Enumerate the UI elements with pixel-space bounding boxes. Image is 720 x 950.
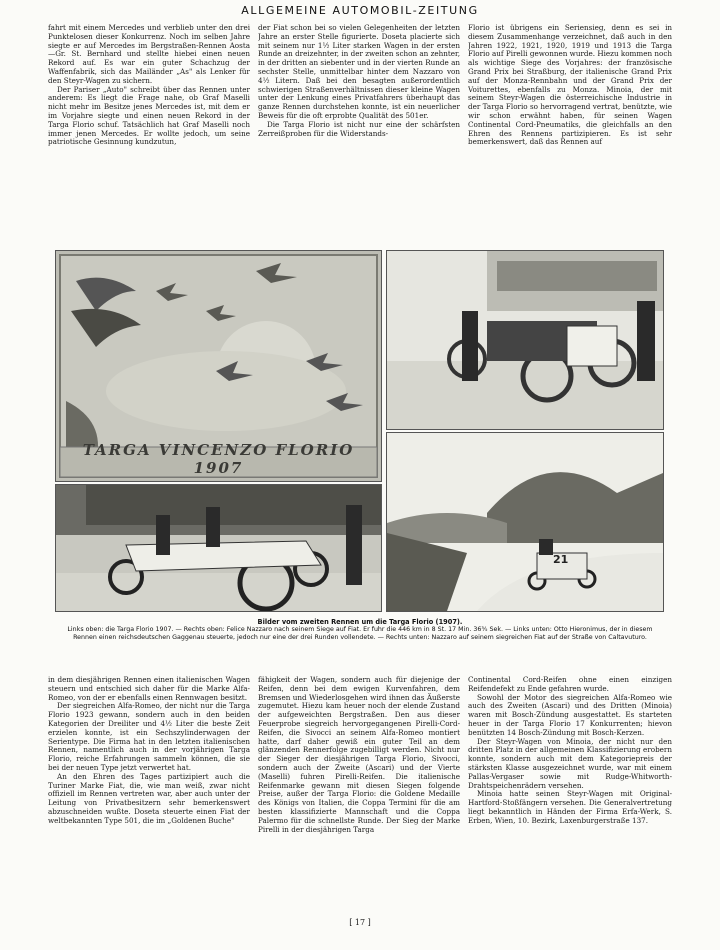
caption-text: Links oben: die Targa Florio 1907. — Rechts oben: Felice Nazzaro nach seinem Siege auf Fiat. Er fuhr die 446 km in 8 St. 17 Min. 36⅗ Sek. — Links unten: Otto Hieronimus, der in diesem Rennen einen reichsdeutschen Gaggenau steuerte, jedoch nur eine der drei Runden vollendete. — Rechts unten: Nazzaro auf seinem siegreichen Fiat auf der Straße von Caltavuturo.	[67, 626, 653, 641]
photo-hieronimus	[55, 484, 382, 612]
gaggenau-car-image	[56, 485, 381, 611]
paragraph: Die Targa Florio ist nicht nur eine der schärfsten Zerreißproben für die Widerstands-	[258, 119, 460, 138]
photo-nazzaro-victory	[386, 250, 664, 430]
paragraph: Der Pariser „Auto" schreibt über das Rennen unter anderem: Es liegt die Frage nahe, ob Graf Maselli nicht mehr im Besitze jenes Mercedes ist, mit dem er im Vorjahre siegte und einen neuen Rekord in der Targa Florio schuf. Tatsächlich hat Graf Maselli noch immer jenen Mercedes. Er wollte jedoch, um seine patriotische Gesinnung kundzutun,	[48, 84, 250, 147]
page-number: [ 17 ]	[349, 918, 371, 927]
bottom-column-3	[468, 676, 672, 906]
paragraph: Florio ist übrigens ein Seriensieg, denn es sei in diesem Zusammenhange verzeichnet, daß auch in den Jahren 1922, 1921, 1920, 1919 und 1913 die Targa Florio auf Pirelli gewonnen wurde. Hiezu kommen noch als wichtige Siege des Vorjahres: der französische Grand Prix bei Straßburg, der italienische Grand Prix auf der Monza-Rennbahn und der Grand Prix der Voiturettes, ebenfalls zu Monza. Minoia, der mit seinem Steyr-Wagen die österreichische Industrie in der Targa Florio so hervorragend vertrat, benützte, wie wir schon erwähnt haben, für seinen Wagen Continental Cord-Pneumatiks, die gleichfalls an den Ehren des Rennens partizipieren. Es ist sehr bemerkenswert, daß das Rennen auf	[468, 24, 672, 147]
paragraph: in dem diesjährigen Rennen einen italienischen Wagen steuern und entschied sich daher für die Marke Alfa-Romeo, von der er ebenfalls einen Rennwagen besitzt.	[48, 676, 250, 702]
photo-caltavuturo	[386, 432, 664, 612]
top-column-2	[258, 24, 460, 232]
paragraph: fähigkeit der Wagen, sondern auch für diejenige der Reifen, denn bei dem ewigen Kurvenfahren, dem Bremsen und Wiederlosgehen wird ihnen das Äußerste zugemutet. Hiezu kam heuer noch der elende Zustand der aufgeweichten Bergstraßen. Den aus dieser Feuerprobe siegreich hervorgegangenen Pirelli-Cord-Reifen, die Sivocci an seinem Alfa-Romeo montiert hatte, darf daher gewiß ein guter Teil an dem glänzenden Rennerfolge zugebilligt werden. Nicht nur der Sieger der diesjährigen Targa Florio, Sivocci, sondern auch der Zweite (Ascari) und der Vierte (Maselli) fuhren Pirelli-Reifen. Die italienische Reifenmarke gewann mit diesen Siegen folgende Preise, außer der Targa Florio: die Goldene Medaille des Königs von Italien, die Coppa Termini für die am besten klassifizierte Mannschaft und die Coppa Palermo für die schnellste Runde. Der Sieg der Marke Pirelli in der diesjährigen Targa	[258, 676, 460, 834]
caption-title: Bilder vom zweiten Rennen um die Targa Florio (1907).	[257, 618, 463, 626]
paragraph: Continental Cord-Reifen ohne einen einzigen Reifendefekt zu Ende gefahren wurde.	[468, 676, 672, 693]
paragraph: Sowohl der Motor des siegreichen Alfa-Romeo wie auch des Zweiten (Ascari) und des Dritten (Minoia) waren mit Bosch-Zündung ausgestattet. Es starteten heuer in der Targa Florio 17 Konkurrenten; hievon benützten 14 Bosch-Zündung mit Bosch-Kerzen.	[468, 692, 672, 737]
paragraph: Der siegreichen Alfa-Romeo, der nicht nur die Targa Florio 1923 gewann, sondern auch in den beiden Kategorien der Dreiliter und 4½ Liter die beste Zeit erzielen konnte, ist ein Sechszylinderwagen der Serientype. Die Firma hat in den letzten italienischen Rennen, namentlich auch in der vorjährigen Targa Florio, reiche Erfahrungen sammeln können, die sie bei der neuen Type jetzt verwertet hat.	[48, 701, 250, 772]
car-number: 21	[553, 553, 569, 566]
mountain-road-image	[387, 433, 663, 611]
paragraph: fahrt mit einem Mercedes und verblieb unter den drei Punktelosen dieser Konkurrenz. Noch im selben Jahre siegte er auf Mercedes im Bergstraßen-Rennen Aosta—Gr. St. Bernhard und stellte hiebei einen neuen Rekord auf. Es war ein guter Schachzug der Waffenfabrik, sich das Mailänder „As" als Lenker für den Steyr-Wagen zu sichern.	[48, 24, 250, 85]
photo-plaque	[55, 250, 382, 482]
figure-caption	[55, 618, 665, 642]
paragraph: Minoia hatte seinen Steyr-Wagen mit Original-Hartford-Stoßfängern versehen. Die Generalvertretung liegt bekanntlich in Händen der Firma Erfa-Werk, S. Erben, Wien, 10. Bezirk, Laxenburgerstraße 137.	[468, 789, 672, 825]
bottom-column-1	[48, 676, 250, 906]
top-column-3	[468, 24, 672, 232]
paragraph: An den Ehren des Tages partizipiert auch die Turiner Marke Fiat, die, wie man weiß, zwar nicht offiziell im Rennen vertreten war, aber auch unter der Leitung von Privatbesitzern sehr bemerkenswert abzuschneiden wußte. Doseta steuerte einen Fiat der weltbekannten Type 501, die im „Goldenen Buche"	[48, 771, 250, 825]
paragraph: Der Steyr-Wagen von Minoia, der nicht nur den dritten Platz in der allgemeinen Klassifizierung erobern konnte, sondern auch mit dem Kategoriepreis der stärksten Klasse ausgezeichnet wurde, war mit einem Pallas-Vergaser sowie mit Rudge-Whitworth-Drahtspeichenrädern versehen.	[468, 736, 672, 790]
plaque-inscription: TARGA VINCENZO FLORIO 1907	[82, 441, 355, 477]
page-header: ALLGEMEINE AUTOMOBIL-ZEITUNG	[241, 4, 479, 17]
bottom-column-2	[258, 676, 460, 906]
paragraph: der Fiat schon bei so vielen Gelegenheiten der letzten Jahre an erster Stelle figurierte. Doseta placierte sich mit seinem nur 1½ Liter starken Wagen in der ersten Runde an dreizehnter, in der zweiten schon an zehnter, in der dritten an siebenter und in der vierten Runde an sechster Stelle, unmittelbar hinter dem Nazzaro von 4½ Litern. Daß bei den besagten außerordentlich schwierigen Straßenverhältnissen dieser kleine Wagen unter der Lenkung eines Privatfahrers überhaupt das ganze Rennen durchstehen konnte, ist ein neuerlicher Beweis für die oft erprobte Qualität des 501er.	[258, 24, 460, 120]
race-car-crowd-image	[387, 251, 663, 429]
top-column-1	[48, 24, 250, 232]
